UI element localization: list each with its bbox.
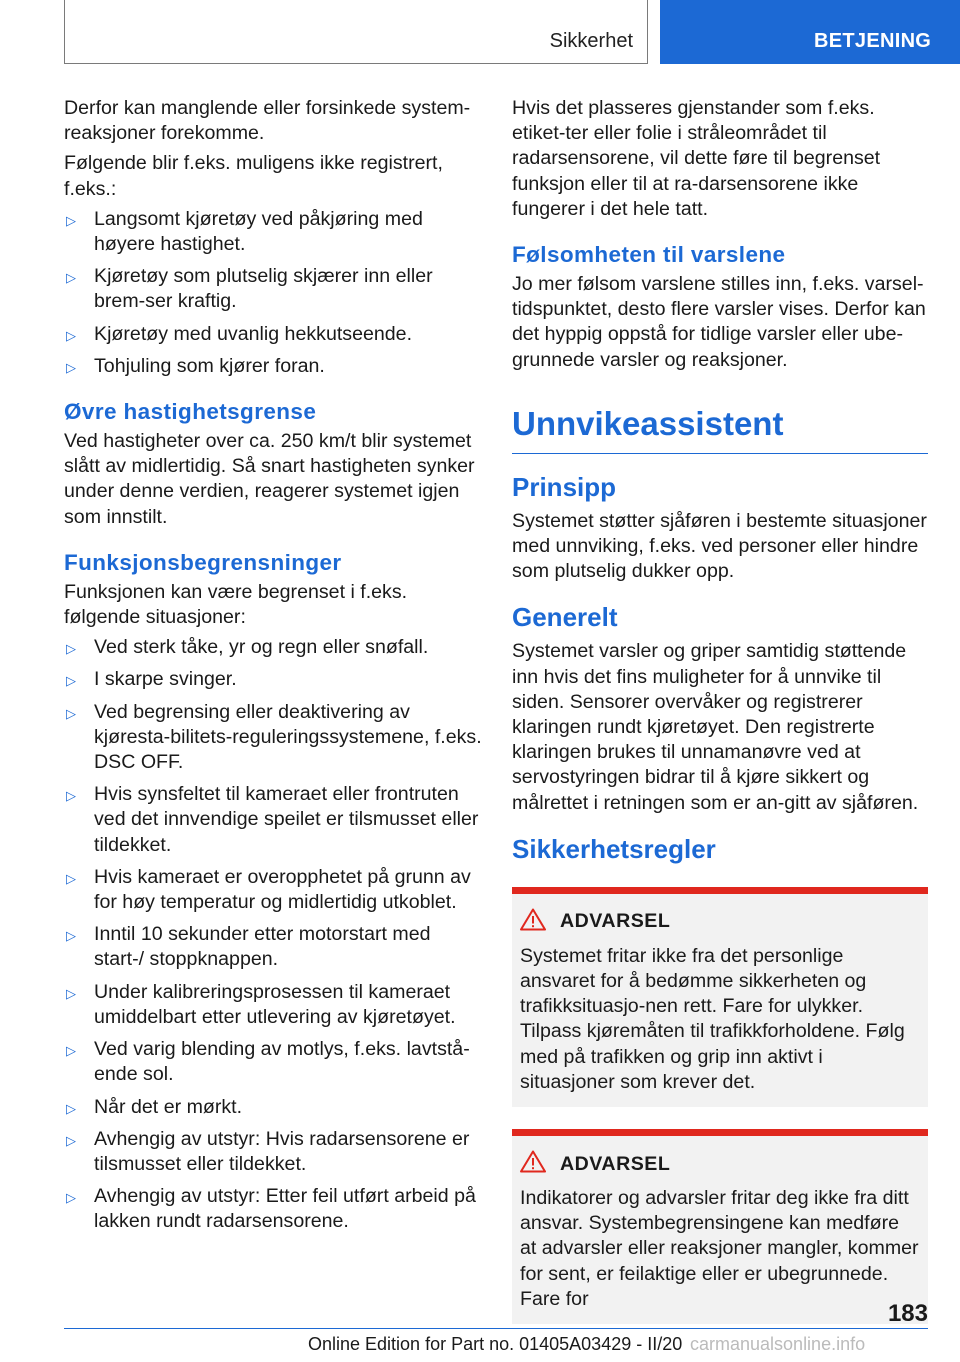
paragraph: Systemet varsler og griper samtidig støttende inn hvis det fins muligheter for å unnvike til siden. Sensorer overvåker og registrerer klaringen rundt kjøretøyet. Den registrerte klaringen brukes til unnamanøvre ved at servostyringen bidrar til å kjøre sikkert og målrettet i retningen som er an‐gitt av sjåføren. (512, 640, 919, 814)
list-item-text: Kjøretøy med uvanlig hekkutseende. (94, 322, 413, 345)
header-chapter-title: BETJENING (814, 30, 932, 52)
header-section-title: Sikkerhet (549, 30, 633, 52)
page-number: 183 (887, 1300, 928, 1327)
triangle-bullet-icon: ▷ (66, 985, 76, 1001)
triangle-bullet-icon: ▷ (66, 1190, 76, 1206)
triangle-bullet-icon: ▷ (66, 870, 76, 886)
paragraph: Systemet støtter sjåføren i bestemte situasjoner med unnviking, f.eks. ved personer eller hindre som plutselig dukker opp. (512, 509, 927, 583)
heading-evasion-assistant: Unnvikeassistent (512, 405, 928, 454)
list-item-text: Kjøretøy som plutselig skjærer inn eller brem‐ser kraftig. (94, 265, 433, 313)
triangle-bullet-icon: ▷ (66, 705, 76, 721)
paragraph: Hvis det plasseres gjenstander som f.eks. etiket‐ter eller folie i stråleområdet til radarsensorene, vil dette føre til begrenset funksjon eller til at ra‐darsensorene ikke fungerer i det hele tatt. (512, 97, 881, 220)
list-item-text: Ved sterk tåke, yr og regn eller snøfall. (94, 636, 429, 659)
list-item-text: I skarpe svinger. (94, 668, 237, 691)
list-item (64, 1095, 482, 1120)
list-item-text: Avhengig av utstyr: Etter feil utført arbeid på lakken rundt radarsensorene. (94, 1185, 476, 1233)
bullet-list (64, 635, 482, 1234)
triangle-bullet-icon: ▷ (66, 327, 76, 343)
list-item (64, 264, 482, 314)
paragraph: Ved hastigheter over ca. 250 km/t blir systemet slått av midlertidig. Så snart hastigheten synker under denne verdien, reagerer systemet igjen som innstilt. (64, 430, 475, 528)
paragraph: Følgende blir f.eks. muligens ikke registrert, f.eks.: (64, 152, 443, 200)
header-chapter-tab (660, 0, 960, 64)
warning-header (520, 1150, 920, 1178)
heading-speed-limit: Øvre hastighetsgrense (64, 399, 317, 425)
triangle-bullet-icon: ▷ (66, 1132, 76, 1148)
list-item-text: Avhengig av utstyr: Hvis radarsensorene er tilsmusset eller tildekket. (94, 1127, 470, 1175)
list-item (64, 322, 482, 347)
warning-triangle-icon (520, 1150, 546, 1178)
warning-triangle-icon (520, 908, 546, 936)
paragraph: Derfor kan manglende eller forsinkede system‐reaksjoner forekomme. (64, 97, 471, 145)
paragraph: Funksjonen kan være begrenset i f.eks. følgende situasjoner: (64, 580, 408, 629)
footer-edition: Online Edition for Part no. 01405A03429 - II/20 (308, 1334, 683, 1354)
list-item (64, 980, 482, 1030)
warning-box (512, 1129, 928, 1324)
right-column (512, 96, 928, 1324)
list-item (64, 354, 482, 379)
list-item-text: Ved begrensing eller deaktivering av kjøresta‐bilitets-reguleringssystemene, f.eks. DSC OFF. (94, 700, 482, 774)
header-section-box (64, 0, 648, 64)
triangle-bullet-icon: ▷ (66, 673, 76, 689)
warning-text: Systemet fritar ikke fra det personlige ansvaret for å bedømme sikkerheten og trafikksituasjo‐nen rett. Fare for ulykker. Tilpass kjøremåten til trafikkforholdene. Følg med på trafikken og grip inn aktivt i situasjoner som krever det. (520, 944, 905, 1093)
triangle-bullet-icon: ▷ (66, 212, 76, 228)
list-item-text: Når det er mørkt. (94, 1095, 243, 1118)
heading-general: Generelt (512, 602, 618, 633)
warning-header (520, 908, 920, 936)
list-item-text: Hvis synsfeltet til kameraet eller frontruten ved det innvendige speilet er tilsmusset eller tildekket. (94, 783, 479, 856)
list-item (64, 700, 482, 776)
list-item-text: Inntil 10 sekunder etter motorstart med start-/ stoppknappen. (94, 923, 431, 971)
heading-safety-rules: Sikkerhetsregler (512, 833, 716, 864)
list-item-text: Tohjuling som kjører foran. (94, 354, 325, 377)
list-item (64, 635, 482, 660)
list-item (64, 865, 482, 915)
triangle-bullet-icon: ▷ (66, 1043, 76, 1059)
list-item (64, 1127, 482, 1177)
heading-principle: Prinsipp (512, 471, 617, 502)
warning-label: ADVARSEL (560, 910, 671, 933)
list-item (64, 1184, 482, 1234)
triangle-bullet-icon: ▷ (66, 788, 76, 804)
list-item (64, 922, 482, 972)
footer-watermark: carmanualsonline.info (690, 1334, 866, 1354)
footer-divider (64, 1328, 928, 1329)
left-column (64, 96, 482, 1242)
triangle-bullet-icon: ▷ (66, 641, 76, 657)
triangle-bullet-icon: ▷ (66, 270, 76, 286)
heading-sensitivity: Følsomheten til varslene (512, 242, 786, 268)
warning-box (512, 887, 928, 1107)
bullet-list (64, 207, 482, 379)
triangle-bullet-icon: ▷ (66, 359, 76, 375)
warning-text: Indikatorer og advarsler fritar deg ikke fra ditt ansvar. Systembegrensingene kan medføre at advarsler eller reaksjoner mangler, kommer for sent, er feilaktige eller er ubegrunnede. Fare for (520, 1187, 919, 1310)
warning-label: ADVARSEL (560, 1152, 671, 1175)
triangle-bullet-icon: ▷ (66, 928, 76, 944)
list-item-text: Under kalibreringsprosessen til kameraet umiddelbart etter utlevering av kjøretøyet. (94, 980, 456, 1028)
triangle-bullet-icon: ▷ (66, 1100, 76, 1116)
list-item (64, 1037, 482, 1087)
list-item (64, 667, 482, 692)
list-item-text: Hvis kameraet er overopphetet på grunn av for høy temperatur og midlertidig utkoblet. (94, 865, 471, 914)
list-item-text: Langsomt kjøretøy ved påkjøring med høyere hastighet. (94, 207, 423, 256)
paragraph: Jo mer følsom varslene stilles inn, f.eks. varsel‐tidspunktet, desto flere varsler vises. Derfor kan det hyppig oppstå for tidlige varsler eller ube‐grunnede varsler og reaksjoner. (512, 273, 926, 371)
list-item-text: Ved varig blending av motlys, f.eks. lavtstå‐ende sol. (94, 1038, 470, 1086)
heading-function-limits: Funksjonsbegrensninger (64, 549, 342, 575)
list-item (64, 782, 482, 858)
list-item (64, 207, 482, 257)
